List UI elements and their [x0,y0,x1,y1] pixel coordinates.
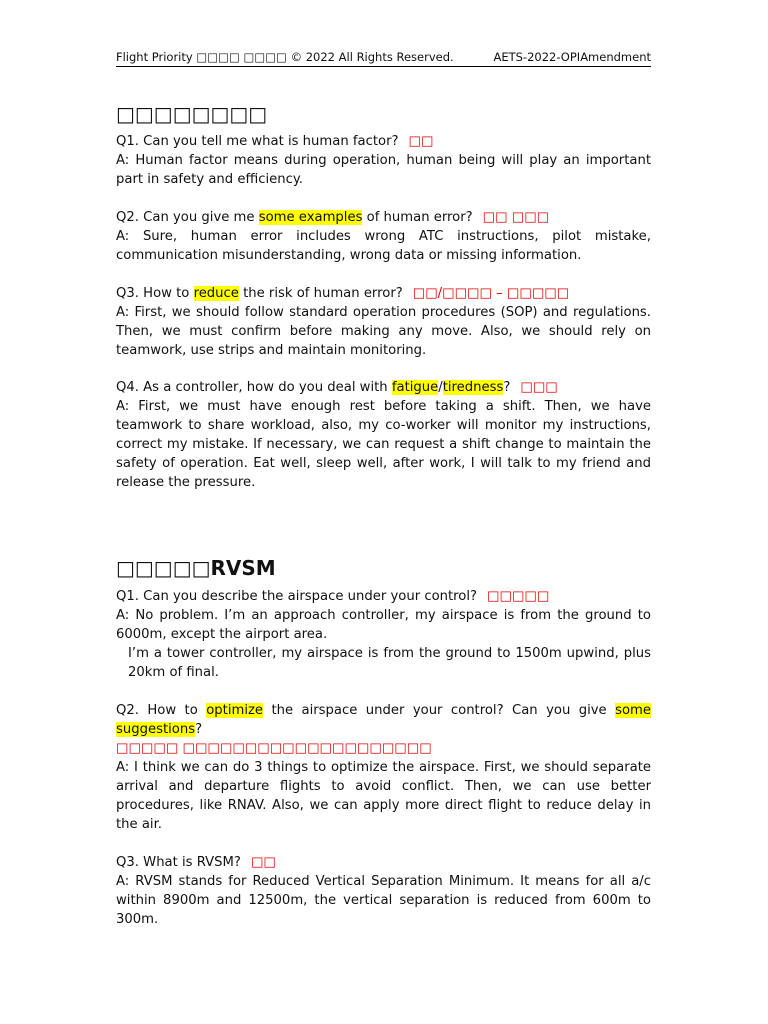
highlight: tiredness [442,380,504,395]
answer: A: First, we must have enough rest before taking a shift. Then, we have teamwork to share workload, also, my co-worker will monitor my instructions, correct my mistake. If necessary, we can request a shift change to maintain the safety of operation. Eat well, sleep well, after work, I will talk to my friend and release the pressure. [116,399,651,490]
header-left: Flight Priority □□□□ □□□□ © 2022 All Rights Reserved. [116,50,454,64]
highlight: some suggestions [116,703,651,737]
answer: A: First, we should follow standard operation procedures (SOP) and regulations. Then, we must confirm before making any move. Also, we should rely on teamwork, use strips and maintain monitoring. [116,305,651,358]
highlight: fatigue [391,380,439,395]
annotation-note: □□ [408,134,434,149]
page-header [116,50,651,67]
qa-block-s2-q3 [116,853,651,929]
answer: A: RVSM stands for Reduced Vertical Separation Minimum. It means for all a/c within 8900m and 12500m, the vertical separation is reduced from 600m to 300m. [116,874,651,927]
qa-block-s2-q2 [116,701,651,834]
highlight: some examples [258,210,363,225]
question: Q2. How to optimize the airspace under your control? Can you give some suggestions? [116,703,651,737]
qa-block-s2-q1 [116,587,651,682]
section-title-rvsm: □□□□□RVSM [116,556,276,580]
annotation-note: □□/□□□□ – □□□□□ [412,286,570,301]
annotation-note: □□□□□ □□□□□□□□□□□□□□□□□□□□ [116,741,432,756]
answer: A: Human factor means during operation, human being will play an important part in safety and efficiency. [116,153,651,187]
answer: A: I think we can do 3 things to optimize the airspace. First, we should separate arrival and departure flights to avoid conflict. Then, we can use better procedures, like RNAV. Also, we can apply more direct flight to reduce delay in the air. [116,760,651,832]
qa-block-s1-q4 [116,378,651,492]
question: Q2. Can you give me some examples of human error? □□ □□□ [116,210,550,225]
annotation-note: □□ [250,855,276,870]
qa-block-s1-q3 [116,284,651,360]
question: Q3. How to reduce the risk of human error? □□/□□□□ – □□□□□ [116,286,570,301]
question: Q1. Can you tell me what is human factor? □□ [116,134,434,149]
question: Q3. What is RVSM? □□ [116,855,276,870]
qa-block-s1-q1 [116,132,651,189]
annotation-note: □□□ [520,380,558,395]
question: Q1. Can you describe the airspace under your control? □□□□□ [116,589,550,604]
section-title-human-factor: □□□□□□□□ [116,102,268,126]
answer: A: No problem. I’m an approach controller, my airspace is from the ground to 6000m, except the airport area. [116,608,651,642]
annotation-note: □□□□□ [487,589,550,604]
annotation-note: □□ □□□ [482,210,550,225]
highlight: reduce [193,286,239,301]
answer-continued: I’m a tower controller, my airspace is from the ground to 1500m upwind, plus 20km of final. [128,646,651,680]
qa-block-s1-q2 [116,208,651,265]
answer: A: Sure, human error includes wrong ATC instructions, pilot mistake, communication misunderstanding, wrong data or missing information. [116,229,651,263]
header-right: AETS-2022-OPIAmendment [493,50,651,64]
highlight: optimize [206,703,264,718]
question: Q4. As a controller, how do you deal with fatigue/tiredness? □□□ [116,380,558,395]
